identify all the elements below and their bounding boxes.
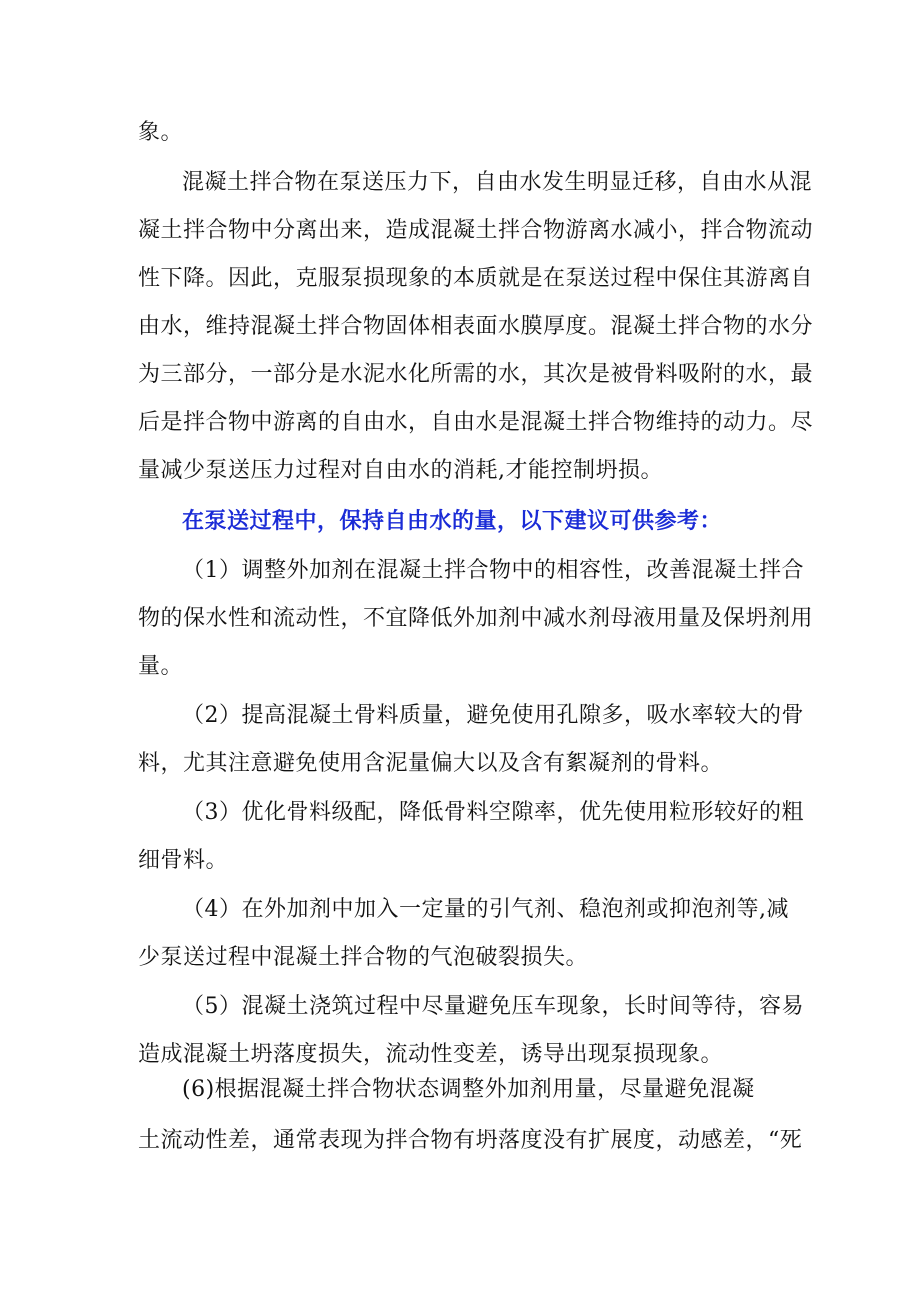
section-heading: 在泵送过程中，保持自由水的量，以下建议可供参考： — [182, 509, 723, 534]
list-item-1-line: 物的保水性和流动性，不宜降低外加剂中减水剂母液用量及保坍剂用 — [138, 606, 814, 631]
list-item-6-line: (6)根据混凝土拌合物状态调整外加剂用量，尽量避免混凝 — [182, 1077, 755, 1102]
paragraph-line: 为三部分，一部分是水泥水化所需的水，其次是被骨料吸附的水，最 — [138, 362, 814, 387]
list-item-2-line: 料，尤其注意避免使用含泥量偏大以及含有絮凝剂的骨料。 — [138, 751, 724, 776]
list-item-6-line: 土流动性差，通常表现为拌合物有坍落度没有扩展度，动感差，“死 — [138, 1128, 803, 1153]
paragraph-line: 量减少泵送压力过程对自由水的消耗,才能控制坍损。 — [138, 458, 663, 483]
list-item-5-line: 造成混凝土坍落度损失，流动性变差，诱导出现泵损现象。 — [138, 1042, 724, 1067]
text-line: 象。 — [138, 120, 184, 145]
list-item-5-line: （5）混凝土浇筑过程中尽量避免压车现象，长时间等待，容易 — [182, 994, 804, 1019]
list-item-2-line: （2）提高混凝土骨料质量，避免使用孔隙多，吸水率较大的骨 — [182, 703, 804, 728]
paragraph-line: 由水，维持混凝土拌合物固体相表面水膜厚度。混凝土拌合物的水分 — [138, 314, 814, 339]
list-item-1-line: （1）调整外加剂在混凝土拌合物中的相容性，改善混凝土拌合 — [182, 558, 804, 583]
list-item-4-line: 少泵送过程中混凝土拌合物的气泡破裂损失。 — [138, 945, 589, 970]
paragraph-line: 凝土拌合物中分离出来，造成混凝土拌合物游离水减小，拌合物流动 — [138, 218, 814, 243]
list-item-4-line: （4）在外加剂中加入一定量的引气剂、稳泡剂或抑泡剂等,减 — [182, 897, 789, 922]
paragraph-line: 后是拌合物中游离的自由水，自由水是混凝土拌合物维持的动力。尽 — [138, 410, 814, 435]
list-item-3-line: （3）优化骨料级配，降低骨料空隙率，优先使用粒形较好的粗 — [182, 800, 804, 825]
paragraph-line: 混凝土拌合物在泵送压力下，自由水发生明显迁移，自由水从混 — [182, 170, 813, 195]
paragraph-line: 性下降。因此，克服泵损现象的本质就是在泵送过程中保住其游离自 — [138, 266, 814, 291]
list-item-1-line: 量。 — [138, 654, 184, 679]
list-item-3-line: 细骨料。 — [138, 848, 229, 873]
